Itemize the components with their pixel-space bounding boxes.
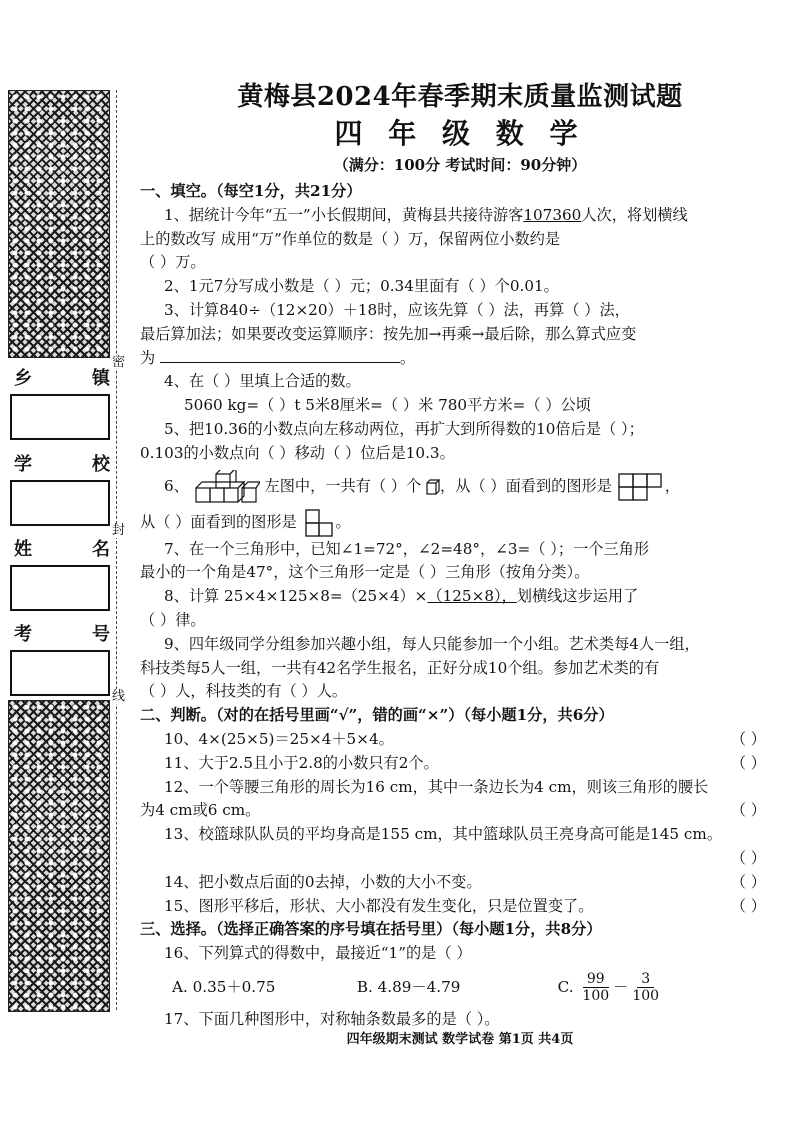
question-6: 6、 左图中，一共有（ ）个 ，从（ ）面看到的图形是 ， [140,466,780,506]
answer-paren[interactable]: （ ） [730,801,766,820]
question-7: 7、在一个三角形中，已知∠1=72°，∠2=48°，∠3=（ ）；一个三角形 [164,539,650,558]
question-6-line-2: 从（ ）面看到的图形是 。 [140,506,780,538]
underlined-number: 107360 [523,205,582,224]
question-16-options [140,966,780,1008]
seal-char-mi: 密 [112,355,126,370]
name-field[interactable] [10,565,110,611]
page-footer: 四年级期末测试 数学试卷 第1页 共4页 [346,1032,574,1047]
question-8-line-2: （ ）律。 [140,610,206,629]
township-field[interactable] [10,394,110,440]
option-b[interactable]: B. 4.89－4.79 [356,977,461,996]
answer-paren[interactable]: （ ） [730,848,766,867]
underlined-expression: （125×8）， [427,587,517,606]
question-11: 11、大于2.5且小于2.8的小数只有2个。 （ ） [140,752,780,776]
question-7-line-2: 最小的一个角是47°，这个三角形一定是（ ）三角形（按角分类）。 [140,563,590,582]
label-township: 乡 镇 [14,368,110,389]
question-9-line-2: 科技类每5人一组，一共有42名学生报名，正好分成10个组。参加艺术类的有 [140,658,660,677]
section-1-heading: 一、填空。（每空1分，共21分） [140,182,362,200]
question-10: 10、4×(25×5)＝25×4＋5×4。 （ ） [140,728,780,752]
option-c[interactable]: C. $\frac{99}{100}$ － $\frac{3}{100}$ [557,971,660,1005]
question-5: 5、把10.36的小数点向左移动两位，再扩大到所得数的10倍后是（ ）； [164,419,644,438]
fraction: $\frac{3}{100}$ [632,971,660,1005]
question-14: 14、把小数点后面的0去掉，小数的大小不变。 （ ） [140,871,780,895]
label-exam-number: 考 号 [14,624,110,645]
answer-blank[interactable] [160,348,400,363]
question-5-line-2: 0.103的小数点向（ ）移动（ ）位后是10.3。 [140,443,455,462]
label-name: 姓 名 [14,539,110,560]
question-17: 17、下面几种图形中，对称轴条数最多的是（ ）。 [164,1009,500,1028]
question-4: 4、在（ ）里填上合适的数。 [164,372,361,391]
option-a[interactable]: A. 0.35＋0.75 [172,977,276,996]
question-3: 3、计算840÷（12×20）＋18时，应该先算（ ）法，再算（ ）法， [164,300,630,319]
label-school: 学 校 [14,454,110,475]
question-13: 13、校篮球队队员的平均身高是155 cm，其中篮球队员王亮身高可能是145 cm。 [164,825,723,844]
seal-char-feng: 封 [112,523,126,538]
seal-char-xian: 线 [112,689,126,704]
question-12-line-2: 为4 cm或6 cm。 （ ） [140,799,780,823]
question-3-line-2: 最后算加法；如果要改变运算顺序：按先加→再乘→最后除，那么算式应变 [140,324,637,343]
question-3-line-3: 为 。 [140,348,416,367]
answer-paren[interactable]: （ ） [730,729,766,748]
view-shape-grid-icon [617,472,665,502]
question-4-line-2: 5060 kg=（ ）t 5米8厘米=（ ）米 780平方米=（ ）公顷 [184,396,591,415]
single-cube-icon [426,478,440,496]
question-body [140,180,780,1032]
question-1: 1、据统计今年“五一”小长假期间，黄梅县共接待游客107360人次，将划横线 [164,205,688,224]
question-16: 16、下列算式的得数中，最接近“1”的是（ ） [164,944,472,963]
answer-paren[interactable]: （ ） [730,896,766,915]
seal-dashed-line [116,90,117,1010]
question-1-line-2: 上的数改写 成用“万”作单位的数是（ ）万，保留两位小数约是 [140,229,561,248]
answer-paren[interactable]: （ ） [730,753,766,772]
question-9: 9、四年级同学分组参加兴趣小组，每人只能参加一个小组。艺术类每4人一组， [164,634,700,653]
cube-stack-figure [194,470,260,504]
question-15: 15、图形平移后，形状、大小都没有发生变化，只是位置变了。 （ ） [140,895,780,919]
school-field[interactable] [10,480,110,526]
question-12: 12、一个等腰三角形的周长为16 cm，其中一条边长为4 cm，则该三角形的腰长 [164,777,709,796]
view-shape-l-icon [302,508,336,538]
question-1-line-3: （ ）万。 [140,253,206,272]
section-2-heading: 二、判断。（对的在括号里画“√”，错的画“×”）（每小题1分，共6分） [140,706,614,725]
section-3-heading: 三、选择。（选择正确答案的序号填在括号里）（每小题1分，共8分） [140,920,602,939]
question-8: 8、计算 25×4×125×8=（25×4）×（125×8），划横线这步运用了 [164,587,639,606]
question-13-line-2 [140,847,780,871]
binding-pattern-bottom [8,700,110,1012]
exam-number-field[interactable] [10,650,110,696]
question-9-line-3: （ ）人，科技类的有（ ）人。 [140,682,348,701]
binding-pattern-top [8,90,110,358]
question-2: 2、1元7分写成小数是（ ）元；0.34里面有（ ）个0.01。 [164,277,559,296]
exam-title: 黄梅县2024年春季期末质量监测试题 [237,82,683,112]
fraction: $\frac{99}{100}$ [582,971,610,1005]
answer-paren[interactable]: （ ） [730,872,766,891]
exam-meta: （满分：100分 考试时间：90分钟） [333,156,587,174]
subject-title: 四 年 级 数 学 [334,117,586,150]
